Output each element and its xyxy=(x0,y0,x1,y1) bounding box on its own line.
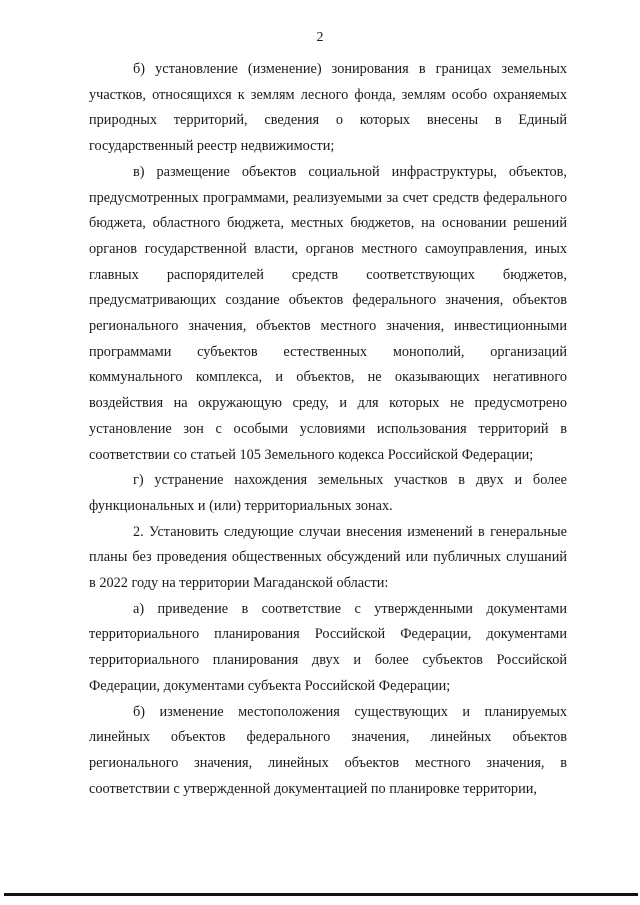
document-body xyxy=(89,57,567,802)
paragraph-v-social-infrastructure: в) размещение объектов социальной инфраструктуры, объектов, предусмотренных программами, реализуемыми за счет средств федерального бюджета, областного бюджета, местных бюджетов, на основании решений органов государственной власти, органов местного самоуправления, иных главных распорядителей средств соответствующих бюджетов, предусматривающих создание объектов федерального значения, объектов регионального значения, объектов местного значения, инвестиционными программами субъектов естественных монополий, организаций коммунального комплекса, и объектов, не оказывающих негативного воздействия на окружающую среду, и для которых не предусмотрено установление зон с особыми условиями использования территорий в соответствии со статьей 105 Земельного кодекса Российской Федерации; xyxy=(89,163,567,463)
page-number: 2 xyxy=(316,30,324,45)
bottom-rule xyxy=(4,893,638,896)
paragraph-2-cases: 2. Установить следующие случаи внесения изменений в генеральные планы без проведения общественных обсуждений или публичных слушаний в 2022 году на территории Магаданской области: xyxy=(89,523,567,592)
paragraph-b-zoning: б) установление (изменение) зонирования в границах земельных участков, относящихся к землям лесного фонда, землям особо охраняемых природных территорий, сведения о которых внесены в Единый государственный реестр недвижимости; xyxy=(89,61,567,155)
paragraph-g-zone-overlap: г) устранение нахождения земельных участков в двух и более функциональных и (или) территориальных зонах. xyxy=(89,472,567,514)
paragraph-b-linear-objects: б) изменение местоположения существующих и планируемых линейных объектов федерального значения, линейных объектов регионального значения, линейных объектов местного значения, в соответствии с утвержденной документацией по планировке территории, xyxy=(89,703,567,797)
paragraph-a-territorial-planning: а) приведение в соответствие с утвержденными документами территориального планирования Российской Федерации, документами территориального планирования двух и более субъектов Российской Федерации, документами субъекта Российской Федерации; xyxy=(89,600,567,694)
